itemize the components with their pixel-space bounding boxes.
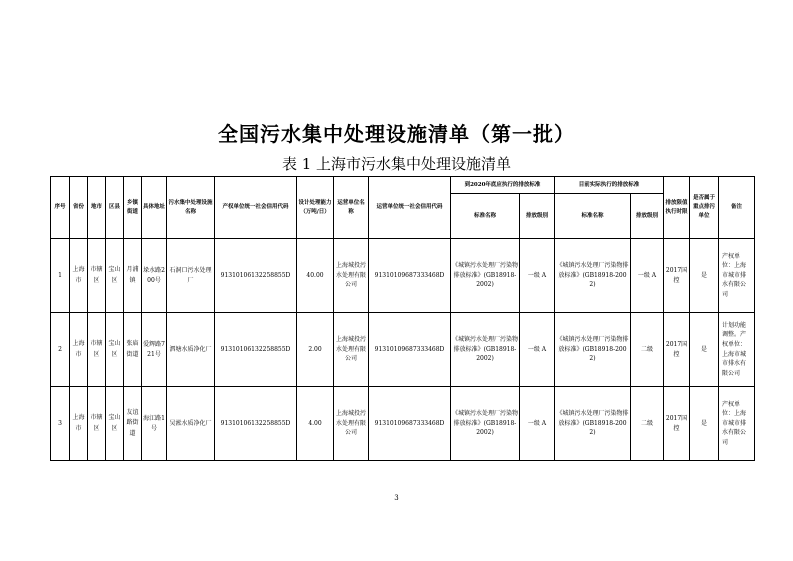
cell-facility-name: 石洞口污水处理厂 <box>167 239 215 313</box>
cell-province: 上海市 <box>70 239 88 313</box>
cell-cur-std-name: 《城镇污水处理厂污染物排放标准》(GB18918-2002) <box>555 387 631 461</box>
cell-seq: 2 <box>51 313 70 387</box>
cell-facility-name: 泗塘水质净化厂 <box>167 313 215 387</box>
header-facility-name: 污水集中处理设施名称 <box>167 177 215 239</box>
cell-capacity: 2.00 <box>297 313 334 387</box>
cell-owner-code: 91310106132258855D <box>215 313 297 387</box>
cell-town: 友谊路街道 <box>124 387 142 461</box>
table-caption: 表 1 上海市污水集中处理设施清单 <box>281 155 512 173</box>
header-cur-std-name: 标准名称 <box>555 194 631 239</box>
cell-city: 市辖区 <box>88 239 106 313</box>
cell-capacity: 4.00 <box>297 387 334 461</box>
cell-limit-time: 2017国控 <box>664 387 690 461</box>
cell-operator-code: 91310109687333468D <box>369 239 451 313</box>
cell-owner-code: 91310106132258855D <box>215 239 297 313</box>
cell-province: 上海市 <box>70 313 88 387</box>
cell-cur-std-name: 《城镇污水处理厂污染物排放标准》(GB18918-2002) <box>555 313 631 387</box>
header-town: 乡镇街道 <box>124 177 142 239</box>
cell-key-unit: 是 <box>690 239 719 313</box>
cell-cur-std-level: 二级 <box>631 313 664 387</box>
header-owner-code: 产权单位统一社会信用代码 <box>215 177 297 239</box>
table-header-row <box>51 177 755 194</box>
cell-cur-std-level: 一级 A <box>631 239 664 313</box>
cell-remark: 产权单位：上海市城市排水有限公司 <box>719 387 755 461</box>
document-title: 全国污水集中处理设施清单（第一批） <box>218 122 575 146</box>
header-std-2020-group: 到2020年底应执行的排放标准 <box>451 177 555 194</box>
cell-std-name: 《城镇污水处理厂污染物排放标准》(GB18918-2002) <box>451 313 520 387</box>
header-std-name: 标准名称 <box>451 194 520 239</box>
cell-key-unit: 是 <box>690 387 719 461</box>
cell-town: 张庙街道 <box>124 313 142 387</box>
cell-std-name: 《城镇污水处理厂污染物排放标准》(GB18918-2002) <box>451 239 520 313</box>
header-capacity: 设计处理能力（万吨/日） <box>297 177 334 239</box>
header-district: 区县 <box>106 177 124 239</box>
cell-operator-name: 上海城投污水处理有限公司 <box>334 313 369 387</box>
cell-seq: 3 <box>51 387 70 461</box>
cell-operator-name: 上海城投污水处理有限公司 <box>334 239 369 313</box>
header-cur-std-level: 排放级别 <box>631 194 664 239</box>
table-row <box>51 313 755 387</box>
cell-remark: 产权单位：上海市城市排水有限公司 <box>719 239 755 313</box>
cell-cur-std-level: 二级 <box>631 387 664 461</box>
cell-facility-name: 吴淞水质净化厂 <box>167 387 215 461</box>
cell-district: 宝山区 <box>106 313 124 387</box>
cell-province: 上海市 <box>70 387 88 461</box>
header-key-unit: 是否属于重点排污单位 <box>690 177 719 239</box>
cell-city: 市辖区 <box>88 313 106 387</box>
cell-remark: 计划功能调整。产权单位：上海市城市排水有限公司 <box>719 313 755 387</box>
cell-cur-std-name: 《城镇污水处理厂污染物排放标准》(GB18918-2002) <box>555 239 631 313</box>
cell-town: 月浦镇 <box>124 239 142 313</box>
cell-operator-code: 91310109687333468D <box>369 387 451 461</box>
cell-limit-time: 2017国控 <box>664 239 690 313</box>
table-row <box>51 239 755 313</box>
cell-std-name: 《城镇污水处理厂污染物排放标准》(GB18918-2002) <box>451 387 520 461</box>
cell-owner-code: 91310106132258855D <box>215 387 297 461</box>
cell-std-level: 一级 A <box>520 313 555 387</box>
cell-address: 垛水路200号 <box>142 239 167 313</box>
cell-seq: 1 <box>51 239 70 313</box>
header-std-current-group: 目前实际执行的排放标准 <box>555 177 664 194</box>
header-seq: 序号 <box>51 177 70 239</box>
cell-key-unit: 是 <box>690 313 719 387</box>
cell-city: 市辖区 <box>88 387 106 461</box>
page-number: 3 <box>394 494 399 502</box>
header-city: 地市 <box>88 177 106 239</box>
header-operator-name: 运营单位名称 <box>334 177 369 239</box>
cell-std-level: 一级 A <box>520 239 555 313</box>
header-limit-time: 排放限值执行时限 <box>664 177 690 239</box>
cell-address: 爱辉路721号 <box>142 313 167 387</box>
cell-district: 宝山区 <box>106 387 124 461</box>
cell-operator-name: 上海城投污水处理有限公司 <box>334 387 369 461</box>
header-province: 省份 <box>70 177 88 239</box>
facility-table <box>50 176 755 461</box>
cell-capacity: 40.00 <box>297 239 334 313</box>
header-remark: 备注 <box>719 177 755 239</box>
cell-operator-code: 91310109687333468D <box>369 313 451 387</box>
header-operator-code: 运营单位统一社会信用代码 <box>369 177 451 239</box>
cell-std-level: 一级 A <box>520 387 555 461</box>
cell-limit-time: 2017国控 <box>664 313 690 387</box>
table-row <box>51 387 755 461</box>
cell-address: 海江路1号 <box>142 387 167 461</box>
header-std-level: 排放级别 <box>520 194 555 239</box>
cell-district: 宝山区 <box>106 239 124 313</box>
header-address: 具体地址 <box>142 177 167 239</box>
